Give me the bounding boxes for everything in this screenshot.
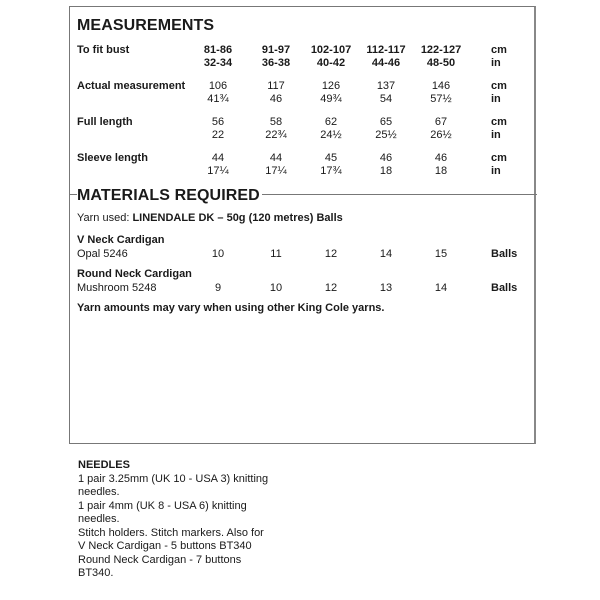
- measurements-materials-frame: [69, 6, 536, 444]
- unit-in: in: [491, 165, 501, 177]
- balls-unit: Balls: [491, 282, 518, 294]
- measurement-value-cm: 146: [431, 80, 451, 92]
- ball-count: 11: [270, 248, 282, 260]
- measurement-value-in: 57½: [430, 93, 452, 105]
- yarn-name: LINENDALE DK – 50g (120 metres) Balls: [132, 212, 343, 224]
- ball-count: 15: [434, 248, 448, 260]
- measurement-value-cm: 46: [434, 152, 448, 164]
- yarn-shade: Opal 5246: [77, 248, 128, 260]
- measurement-value-cm: 102-107: [310, 44, 352, 56]
- ball-count: 10: [211, 248, 225, 260]
- ball-count: 14: [434, 282, 448, 294]
- measurement-value-in: 46: [269, 93, 283, 105]
- needles-line: 1 pair 4mm (UK 8 - USA 6) knitting: [78, 499, 247, 512]
- measurement-value-cm: 126: [321, 80, 341, 92]
- unit-cm: cm: [491, 152, 507, 164]
- measurement-value-cm: 56: [211, 116, 225, 128]
- needles-line: Stitch holders. Stitch markers. Also for: [78, 526, 264, 539]
- garment-name: V Neck Cardigan: [77, 234, 165, 246]
- measurement-value-cm: 67: [434, 116, 448, 128]
- yarn-used-prefix: Yarn used:: [77, 212, 133, 224]
- unit-in: in: [491, 93, 501, 105]
- measurement-value-in: 32-34: [203, 57, 233, 69]
- measurement-value-cm: 81-86: [203, 44, 233, 56]
- unit-in: in: [491, 57, 501, 69]
- measurement-value-cm: 112-117: [366, 44, 406, 56]
- needles-list: [78, 473, 338, 581]
- needles-heading: NEEDLES: [78, 459, 130, 471]
- ball-count: 12: [324, 248, 338, 260]
- measurement-value-in: 54: [379, 93, 393, 105]
- measurement-value-in: 17¾: [320, 165, 342, 177]
- ball-count: 13: [379, 282, 393, 294]
- measurement-value-cm: 44: [211, 152, 225, 164]
- measurement-value-in: 49¾: [320, 93, 342, 105]
- measurement-value-in: 48-50: [426, 57, 456, 69]
- needles-line: BT340.: [78, 567, 114, 579]
- measurement-value-in: 18: [434, 165, 448, 177]
- ball-count: 10: [269, 282, 283, 294]
- balls-unit: Balls: [491, 248, 518, 260]
- measurement-value-in: 22¾: [265, 129, 287, 141]
- measurement-label: Sleeve length: [77, 152, 148, 164]
- unit-cm: cm: [491, 116, 507, 128]
- garment-name: Round Neck Cardigan: [77, 268, 192, 280]
- needles-line: Round Neck Cardigan - 7 buttons: [78, 553, 242, 566]
- materials-heading: MATERIALS REQUIRED: [77, 187, 260, 204]
- yarn-note: Yarn amounts may vary when using other King Cole yarns.: [77, 302, 385, 314]
- measurement-value-in: 22: [211, 129, 225, 141]
- ball-count: 12: [324, 282, 338, 294]
- needles-line: needles.: [78, 486, 120, 498]
- measurement-value-cm: 137: [376, 80, 396, 92]
- measurement-value-cm: 91-97: [261, 44, 291, 56]
- ball-count: 14: [379, 248, 393, 260]
- measurement-value-cm: 65: [379, 116, 393, 128]
- measurement-value-cm: 58: [269, 116, 283, 128]
- measurement-value-in: 40-42: [316, 57, 346, 69]
- measurement-value-in: 17¼: [265, 165, 287, 177]
- measurements-heading: MEASUREMENTS: [77, 17, 215, 34]
- measurement-value-in: 36-38: [261, 57, 291, 69]
- measurement-value-cm: 46: [379, 152, 393, 164]
- measurement-value-cm: 122-127: [420, 44, 462, 56]
- needles-section: [78, 459, 338, 581]
- unit-cm: cm: [491, 44, 507, 56]
- measurement-value-cm: 117: [267, 80, 285, 92]
- measurement-value-in: 25½: [375, 129, 397, 141]
- yarn-used: [77, 212, 343, 225]
- measurement-value-cm: 45: [324, 152, 338, 164]
- measurement-value-cm: 106: [208, 80, 228, 92]
- measurement-label: To fit bust: [77, 44, 130, 56]
- unit-in: in: [491, 129, 501, 141]
- measurement-value-cm: 62: [324, 116, 338, 128]
- measurement-value-in: 41¾: [207, 93, 229, 105]
- needles-line: needles.: [78, 513, 120, 525]
- measurement-value-in: 24½: [320, 129, 342, 141]
- measurement-value-cm: 44: [269, 152, 283, 164]
- yarn-shade: Mushroom 5248: [77, 282, 157, 294]
- measurement-value-in: 26½: [430, 129, 452, 141]
- measurement-value-in: 44-46: [371, 57, 401, 69]
- unit-cm: cm: [491, 80, 507, 92]
- measurement-label: Actual measurement: [77, 80, 186, 92]
- measurement-label: Full length: [77, 116, 133, 128]
- needles-line: 1 pair 3.25mm (UK 10 - USA 3) knitting: [78, 472, 269, 485]
- needles-line: V Neck Cardigan - 5 buttons BT340: [78, 540, 252, 552]
- ball-count: 9: [214, 282, 222, 294]
- measurement-value-in: 18: [379, 165, 393, 177]
- measurement-value-in: 17¼: [207, 165, 229, 177]
